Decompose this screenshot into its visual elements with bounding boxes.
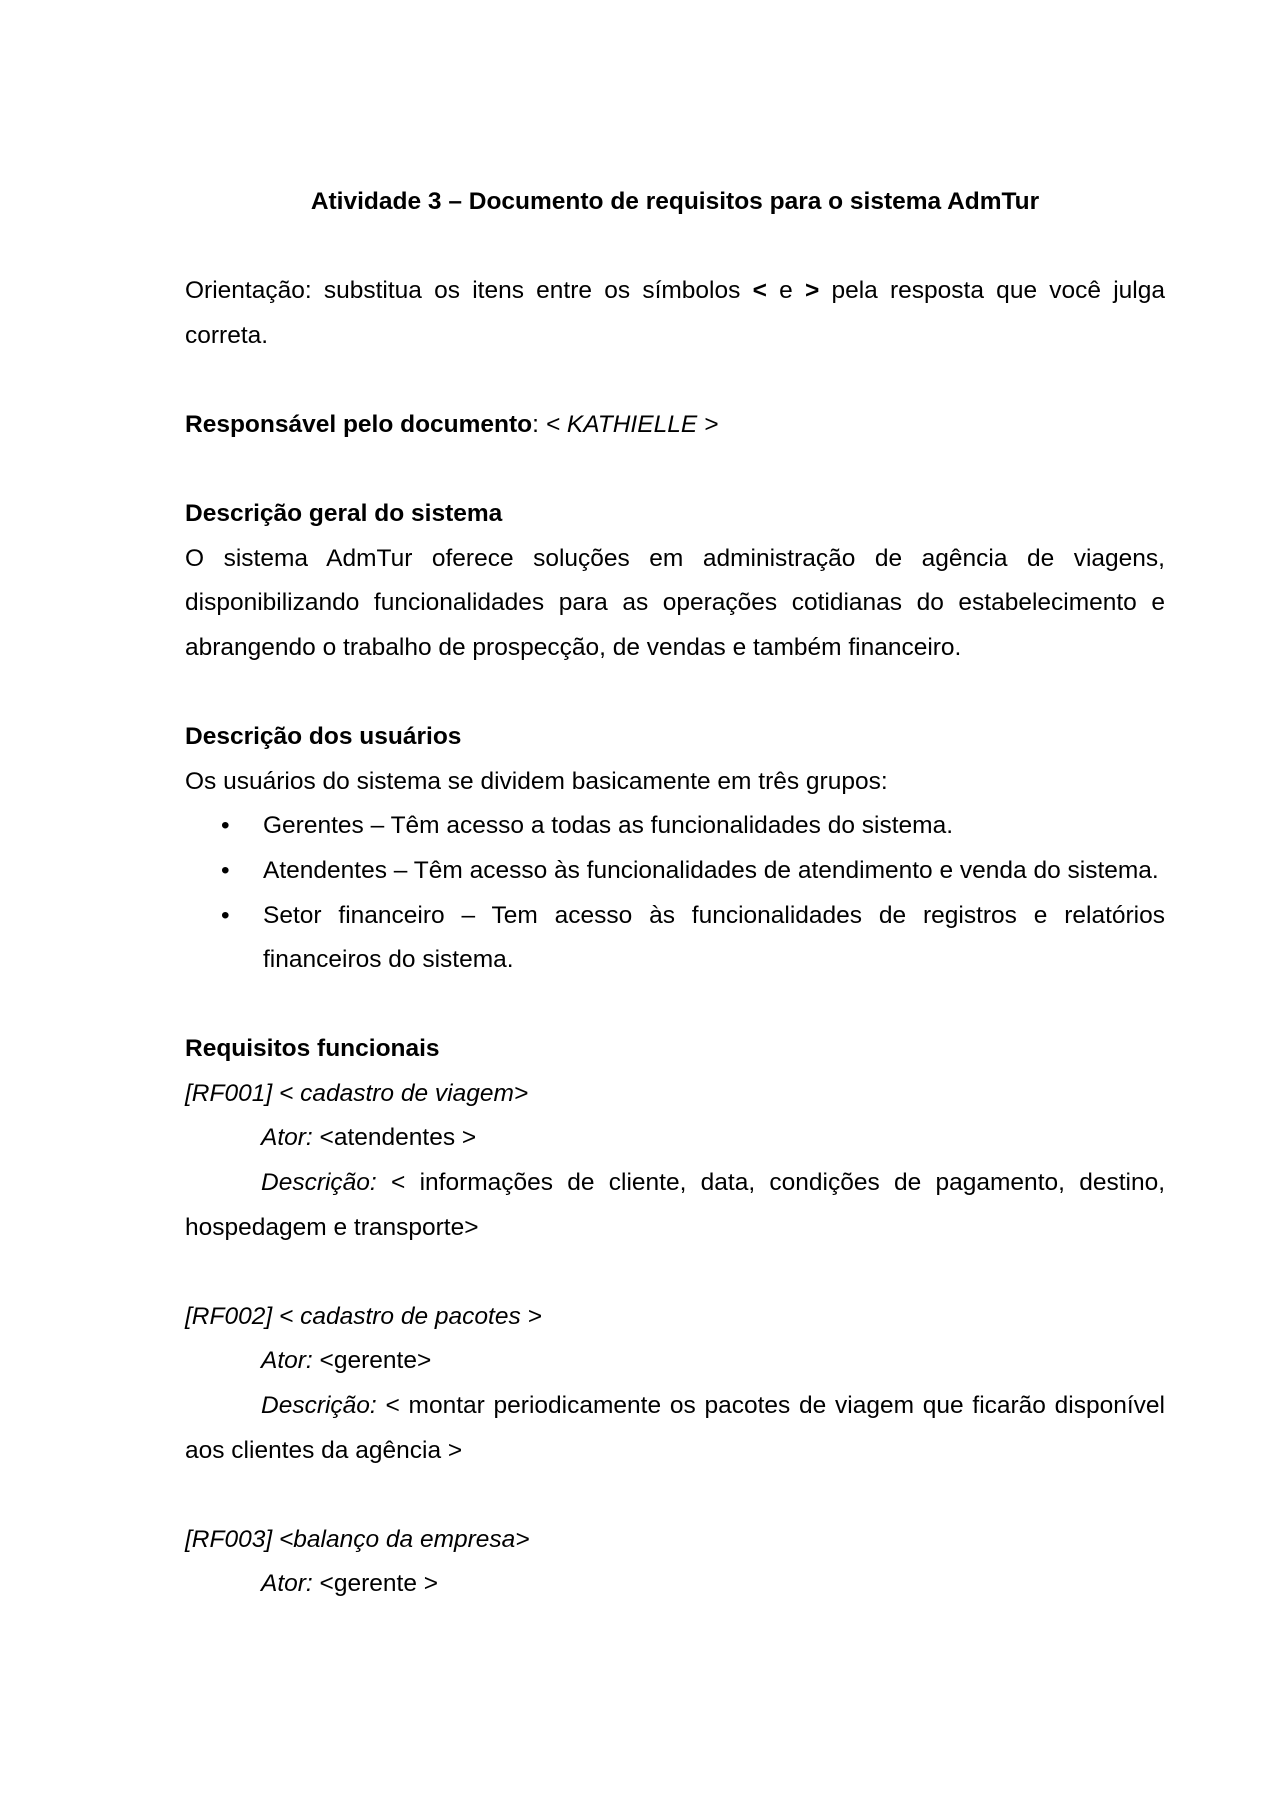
actor-label: Ator: — [261, 1570, 313, 1598]
users-list — [185, 804, 1165, 982]
responsible-line — [185, 403, 1165, 448]
users-list-item-text: Setor financeiro – Tem acesso às funcionalidades de registros e relatórios financeiros do sistema. — [263, 901, 1165, 974]
description-label: Descrição: — [261, 1169, 377, 1197]
document-content — [185, 180, 1165, 1607]
system-description-heading: Descrição geral do sistema — [185, 500, 503, 528]
actor-label: Ator: — [261, 1124, 313, 1152]
description-label: Descrição: — [261, 1392, 377, 1420]
requirement-description-rf002 — [185, 1384, 1165, 1473]
document-title: Atividade 3 – Documento de requisitos para o sistema AdmTur — [310, 188, 1040, 215]
orientation-gt-symbol: > — [804, 277, 820, 305]
requirement-id-rf003: [RF003] <balanço da empresa> — [185, 1525, 530, 1553]
users-list-item — [185, 849, 1165, 894]
users-list-item — [185, 804, 1165, 849]
orientation-suffix: pela resposta que você julga correta. — [185, 277, 1166, 349]
description-value: < montar periodicamente os pacotes de viagem que ficarão disponível aos clientes da agência > — [185, 1392, 1165, 1464]
actor-value: <atendentes > — [312, 1124, 477, 1152]
requirement-id-rf002: [RF002] < cadastro de pacotes > — [185, 1302, 542, 1330]
requirement-actor-rf001 — [185, 1116, 1165, 1161]
users-description-heading: Descrição dos usuários — [185, 723, 462, 751]
orientation-middle: e — [766, 277, 805, 305]
description-value: < informações de cliente, data, condições de pagamento, destino, hospedagem e transporte> — [185, 1169, 1165, 1241]
actor-value: <gerente> — [312, 1347, 432, 1375]
actor-label: Ator: — [261, 1347, 313, 1375]
orientation-paragraph — [185, 269, 1165, 358]
responsible-value: < KATHIELLE > — [545, 410, 719, 438]
orientation-prefix: Orientação: substitua os itens entre os símbolos — [185, 277, 753, 305]
orientation-lt-symbol: < — [752, 277, 767, 305]
bullet-icon: • — [221, 812, 230, 840]
requirement-description-rf001 — [185, 1161, 1165, 1250]
requirement-id-rf001: [RF001] < cadastro de viagem> — [185, 1079, 529, 1107]
users-description-intro: Os usuários do sistema se dividem basicamente em três grupos: — [185, 767, 888, 795]
system-description-text: O sistema AdmTur oferece soluções em administração de agência de viagens, disponibilizando funcionalidades para as operações cotidianas do estabelecimento e abrangendo o trabalho de prospecção, de vendas e também financeiro. — [185, 544, 1165, 661]
functional-requirements-heading: Requisitos funcionais — [185, 1035, 440, 1063]
users-list-item — [185, 894, 1165, 983]
bullet-icon: • — [221, 856, 230, 884]
requirement-actor-rf003 — [185, 1562, 1165, 1607]
responsible-label: Responsável pelo documento — [185, 410, 533, 438]
users-list-item-text: Atendentes – Têm acesso às funcionalidades de atendimento e venda do sistema. — [263, 856, 1159, 884]
responsible-colon: : — [532, 410, 546, 438]
bullet-icon: • — [221, 901, 230, 929]
users-list-item-text: Gerentes – Têm acesso a todas as funcionalidades do sistema. — [263, 812, 954, 840]
actor-value: <gerente > — [312, 1570, 439, 1598]
requirement-actor-rf002 — [185, 1339, 1165, 1384]
